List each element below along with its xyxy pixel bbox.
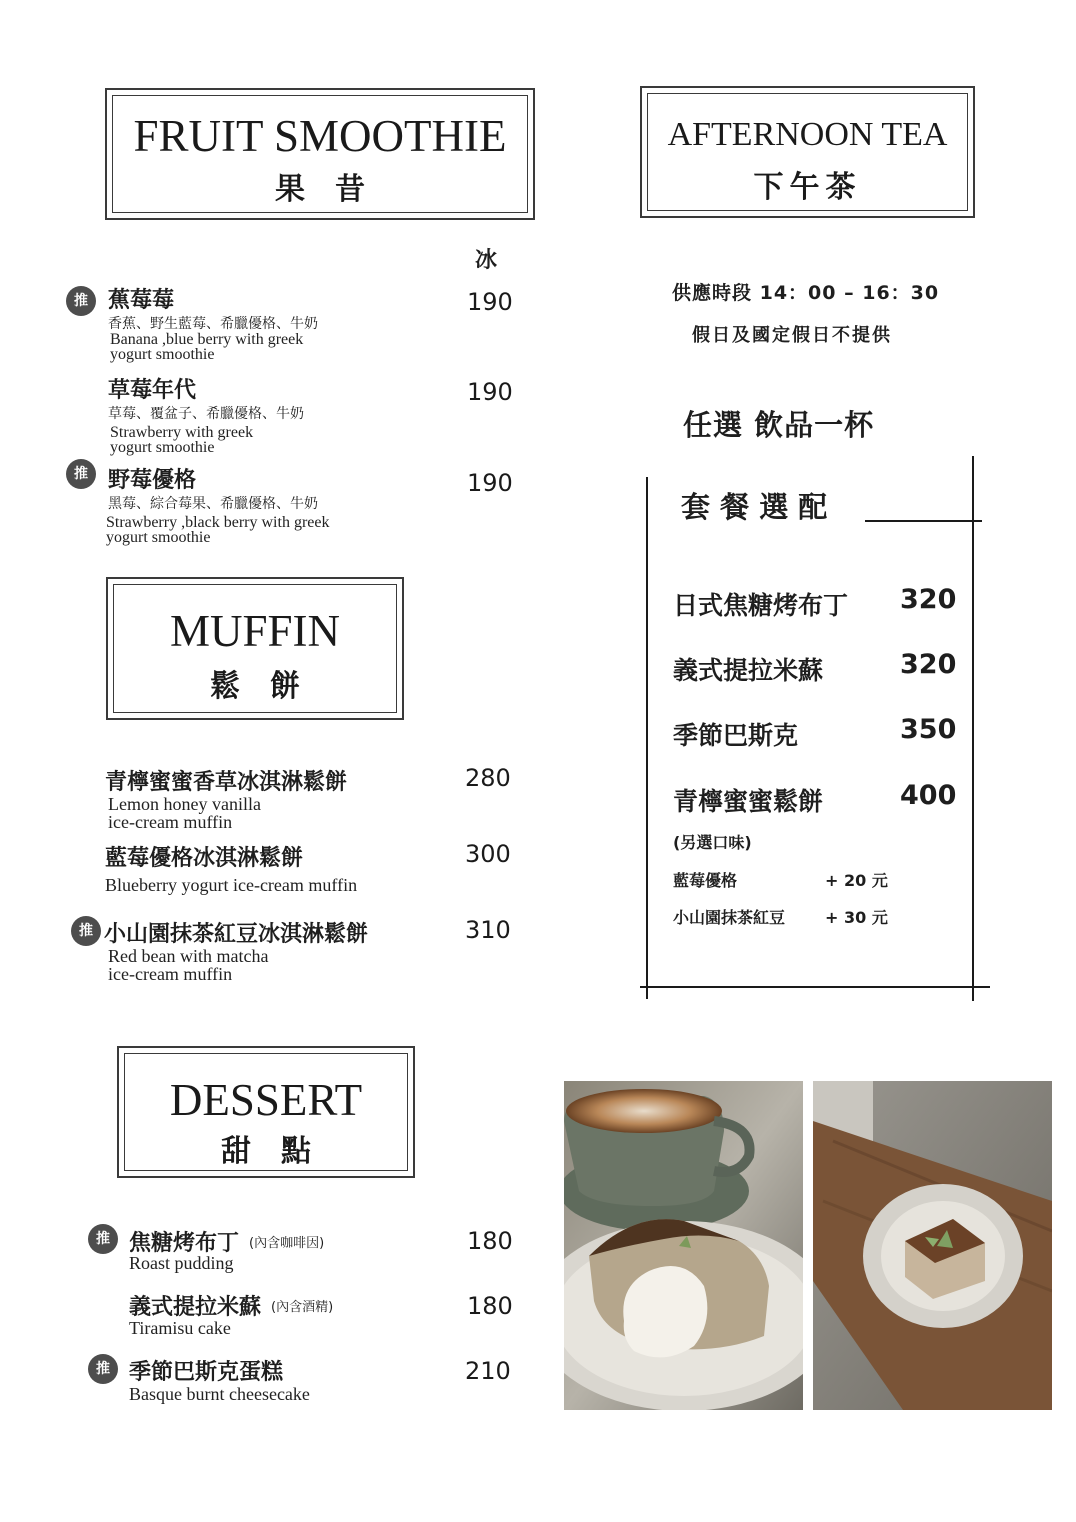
set-item-price: 320 <box>900 584 957 615</box>
flavor-name: 藍莓優格 <box>673 871 738 890</box>
flavor-extra: + 20 元 <box>825 871 888 890</box>
set-item-name: 義式提拉米蘇 <box>673 656 824 685</box>
menu-item-name: 蕉莓莓 <box>108 288 175 313</box>
menu-item-price: 280 <box>465 764 511 792</box>
menu-item-description: Blueberry yogurt ice-cream muffin <box>105 875 358 895</box>
recommend-badge: 推 <box>66 286 96 316</box>
fruit-smoothie-title-box <box>105 88 535 220</box>
menu-item-price: 310 <box>465 916 511 944</box>
drink-note: 任選 飲品一杯 <box>683 408 875 442</box>
holiday-note: 假日及國定假日不提供 <box>692 325 892 346</box>
flavor-note: (另選口味) <box>673 833 752 852</box>
afternoon-tea-title-en: AFTERNOON TEA <box>667 116 948 153</box>
service-hours: 供應時段 14：00 – 16：30 <box>672 282 940 304</box>
menu-item-description: Strawberry ,black berry with greek yogurt smoothie <box>106 514 330 546</box>
menu-item-price: 190 <box>467 469 513 497</box>
frame-line-left <box>646 477 648 999</box>
menu-item-name: 草莓年代 <box>108 378 197 403</box>
flavor-extra: + 30 元 <box>825 908 888 927</box>
set-item-name: 青檸蜜蜜鬆餅 <box>673 787 824 816</box>
smoothie-column-header: 冰 <box>475 248 498 273</box>
set-item-name: 日式焦糖烤布丁 <box>673 591 849 620</box>
menu-item-name: 季節巴斯克蛋糕 <box>129 1360 284 1385</box>
dessert-note: (內含咖啡因) <box>249 1236 325 1251</box>
frame-line-top <box>865 520 982 522</box>
menu-item-description: Red bean with matcha ice-cream muffin <box>108 946 269 984</box>
menu-item-description: Basque burnt cheesecake <box>129 1384 310 1404</box>
frame-line-right <box>972 456 974 1001</box>
menu-item-description: Strawberry with greek yogurt smoothie <box>110 424 254 456</box>
menu-item-price: 180 <box>467 1292 513 1320</box>
menu-item-name <box>129 1290 333 1321</box>
muffin-title-en: MUFFIN <box>169 606 341 656</box>
dessert-title-box <box>117 1046 415 1178</box>
tiramisu-photo <box>813 1081 1052 1410</box>
dessert-name: 焦糖烤布丁 <box>129 1231 240 1256</box>
fruit-smoothie-title-zh: 果 昔 <box>275 172 365 207</box>
menu-item-ingredients: 香蕉、野生藍莓、希臘優格、牛奶 <box>108 316 318 332</box>
dessert-title-zh: 甜 點 <box>221 1134 311 1169</box>
dessert-note: (內含酒精) <box>271 1300 334 1315</box>
set-item-price: 350 <box>900 714 957 745</box>
set-item-name: 季節巴斯克 <box>673 721 799 750</box>
muffin-title-box <box>106 577 404 720</box>
afternoon-tea-title-box <box>640 86 975 218</box>
menu-item-name: 青檸蜜蜜香草冰淇淋鬆餅 <box>105 770 348 795</box>
set-title: 套 餐 選 配 <box>681 490 828 524</box>
menu-item-description: Tiramisu cake <box>129 1318 231 1338</box>
menu-item-ingredients: 草莓、覆盆子、希臘優格、牛奶 <box>108 406 304 422</box>
recommend-badge: 推 <box>88 1354 118 1384</box>
set-item-price: 400 <box>900 780 957 811</box>
dessert-name: 義式提拉米蘇 <box>129 1295 262 1320</box>
menu-item-price: 190 <box>467 378 513 406</box>
afternoon-tea-title-zh: 下午茶 <box>753 170 862 205</box>
menu-item-name: 藍莓優格冰淇淋鬆餅 <box>105 846 304 871</box>
muffin-title-zh: 鬆 餅 <box>210 669 300 704</box>
recommend-badge: 推 <box>88 1224 118 1254</box>
flavor-name: 小山園抹茶紅豆 <box>673 908 786 927</box>
fruit-smoothie-title-en: FRUIT SMOOTHIE <box>133 111 507 161</box>
menu-item-description: Roast pudding <box>129 1253 234 1273</box>
menu-item-name: 小山園抹茶紅豆冰淇淋鬆餅 <box>104 922 369 947</box>
menu-item-name: 野莓優格 <box>108 468 197 493</box>
menu-item-price: 210 <box>465 1357 511 1385</box>
dessert-title-en: DESSERT <box>169 1075 363 1125</box>
menu-item-price: 180 <box>467 1227 513 1255</box>
menu-item-description: Banana ,blue berry with greek yogurt smoothie <box>110 331 304 363</box>
menu-item-description: Lemon honey vanilla ice-cream muffin <box>108 794 261 832</box>
menu-item-ingredients: 黑莓、綜合莓果、希臘優格、牛奶 <box>108 496 318 512</box>
menu-item-price: 190 <box>467 288 513 316</box>
cheesecake-coffee-photo <box>564 1081 803 1410</box>
menu-item-price: 300 <box>465 840 511 868</box>
frame-line-bottom <box>640 986 990 988</box>
recommend-badge: 推 <box>66 459 96 489</box>
recommend-badge: 推 <box>71 916 101 946</box>
set-item-price: 320 <box>900 649 957 680</box>
